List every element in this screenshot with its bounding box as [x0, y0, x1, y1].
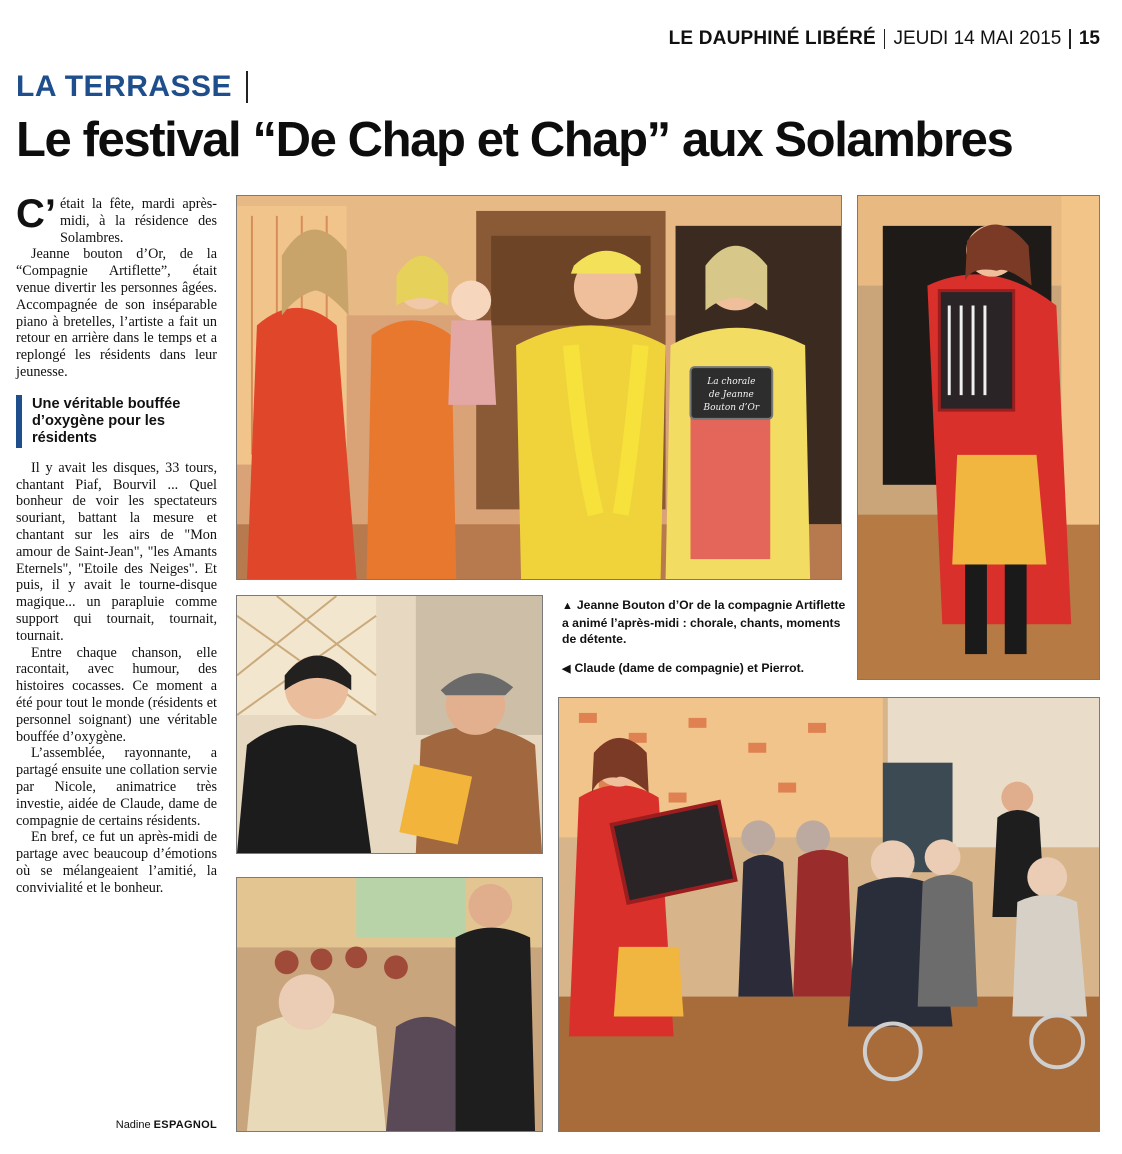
paragraph: Jeanne bouton d’Or, de la “Compagnie Artiflette”, était venue divertir les personnes âgées. Accompagnée de son inséparable piano à bretelles, l’artiste a fait un retour en arrière dans le temps et a replongé les résidents dans leur jeunesse.	[16, 246, 217, 380]
chalkboard-text: Bouton d’Or	[703, 402, 760, 413]
chalkboard-text: de Jeanne	[708, 389, 754, 400]
issue-date: JEUDI 14 MAI 2015	[893, 28, 1062, 49]
section-divider	[246, 71, 248, 103]
photo-salon-performance	[558, 697, 1100, 1132]
masthead-divider	[884, 29, 886, 49]
subheading: Une véritable bouffée d’oxygène pour les résidents	[16, 395, 217, 448]
photo-residents-collation-image	[237, 878, 542, 1131]
caption-claude-pierrot-text: Claude (dame de compagnie) et Pierrot.	[574, 660, 805, 675]
lead-paragraph	[16, 192, 217, 246]
chalkboard-text: La chorale	[707, 377, 756, 388]
author-first-name: Nadine	[115, 1119, 151, 1131]
photo-chorale-group-image	[237, 196, 841, 579]
paragraph: L’assemblée, rayonnante, a partagé ensuite une collation servie par Nicole, animatrice très investie, aidée de Claude, dame de compagnie de certains résidents.	[16, 745, 217, 829]
caption-chorale	[562, 597, 847, 648]
section-name: LA TERRASSE	[16, 70, 233, 103]
photo-chorale-group	[236, 195, 842, 580]
photo-captions	[562, 597, 847, 677]
caption-chorale-text: Jeanne Bouton d’Or de la compagnie Artiflette a animé l’après-midi : chorale, chants, moments de détente.	[562, 598, 846, 646]
paragraph: Entre chaque chanson, elle racontait, avec humour, des histoires cocasses. Ce moment a été pour tout le monde (résidents et personnel soignant) une véritable bouffée d’oxygène.	[16, 644, 217, 745]
photo-claude-pierrot-image	[237, 596, 542, 853]
photo-residents-collation	[236, 877, 543, 1132]
article-body	[16, 192, 217, 896]
photo-claude-pierrot	[236, 595, 543, 854]
byline	[16, 1119, 217, 1131]
page-number: 15	[1078, 28, 1100, 49]
masthead	[669, 28, 1100, 50]
lead-text: était la fête, mardi après-midi, à la résidence des Solambres.	[60, 196, 217, 246]
section-header	[16, 70, 248, 104]
masthead-divider	[1069, 29, 1071, 49]
paragraph: Il y avait les disques, 33 tours, chantant Piaf, Bourvil ... Quel bonheur de voir les spectateurs souriant, battant la mesure et chantant sur les airs de "Mon amour de Saint-Jean", "les Amants Eternels", "Etoile des Neiges". Et puis, il y avait le tourne-disque magique... un parapluie comme support qui tournait, tournait, tournait.	[16, 459, 217, 644]
paragraph: En bref, ce fut un après-midi de partage avec beaucoup d’émotions où se mélangeaient l’amitié, la convivialité et le bonheur.	[16, 829, 217, 896]
caption-claude-pierrot	[562, 660, 847, 678]
newspaper-name: LE DAUPHINÉ LIBÉRÉ	[668, 28, 876, 49]
photo-accordionist	[857, 195, 1100, 680]
photo-accordionist-image	[858, 196, 1099, 679]
drop-cap: C’	[16, 192, 56, 236]
triangle-up-icon: ▲	[562, 600, 573, 612]
author-last-name: ESPAGNOL	[153, 1119, 217, 1131]
photo-salon-performance-image	[559, 698, 1099, 1131]
triangle-left-icon: ◀	[562, 662, 571, 675]
article-headline: Le festival “De Chap et Chap” aux Solambres	[16, 113, 1013, 167]
